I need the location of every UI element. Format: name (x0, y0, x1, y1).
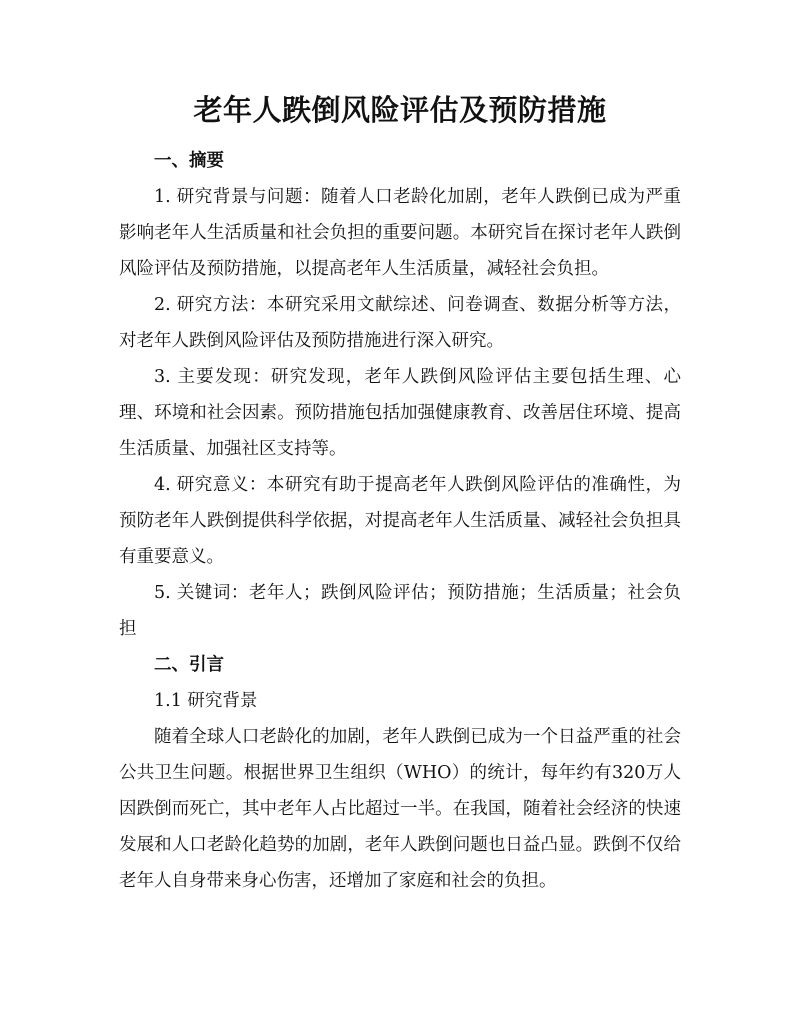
abstract-item-3: 3. 主要发现：研究发现，老年人跌倒风险评估主要包括生理、心理、环境和社会因素。预防措施包括加强健康教育、改善居住环境、提高生活质量、加强社区支持等。 (119, 367, 681, 459)
document-title: 老年人跌倒风险评估及预防措施 (193, 93, 607, 127)
abstract-item-5: 5. 关键词：老年人；跌倒风险评估；预防措施；生活质量；社会负担 (119, 583, 681, 639)
abstract-item-2: 2. 研究方法：本研究采用文献综述、问卷调查、数据分析等方法，对老年人跌倒风险评估及预防措施进行深入研究。 (119, 295, 681, 351)
abstract-item-4: 4. 研究意义：本研究有助于提高老年人跌倒风险评估的准确性，为预防老年人跌倒提供科学依据，对提高老年人生活质量、减轻社会负担具有重要意义。 (119, 475, 681, 567)
introduction-subheading: 1.1 研究背景 (154, 691, 258, 711)
abstract-item-1: 1. 研究背景与问题：随着人口老龄化加剧，老年人跌倒已成为严重影响老年人生活质量和社会负担的重要问题。本研究旨在探讨老年人跌倒风险评估及预防措施，以提高老年人生活质量，减轻社会负担。 (119, 187, 681, 279)
abstract-heading: 一、摘要 (154, 151, 224, 171)
introduction-heading: 二、引言 (154, 655, 224, 675)
introduction-paragraph: 随着全球人口老龄化的加剧，老年人跌倒已成为一个日益严重的社会公共卫生问题。根据世界卫生组织（WHO）的统计，每年约有320万人因跌倒而死亡，其中老年人占比超过一半。在我国，随着社会经济的快速发展和人口老龄化趋势的加剧，老年人跌倒问题也日益凸显。跌倒不仅给老年人自身带来身心伤害，还增加了家庭和社会的负担。 (119, 727, 681, 891)
document-body (119, 143, 681, 899)
